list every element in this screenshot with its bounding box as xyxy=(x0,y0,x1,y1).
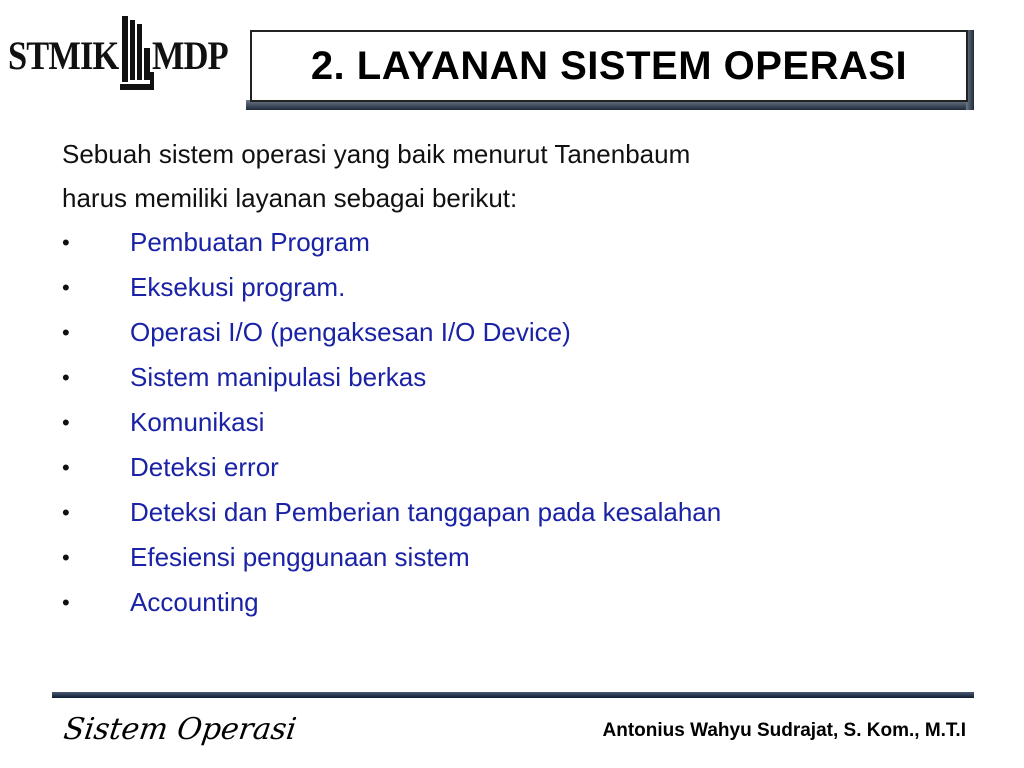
logo-text-right: MDP xyxy=(152,33,228,78)
service-list xyxy=(62,220,962,625)
list-item-label: Pembuatan Program xyxy=(130,227,370,257)
title-box xyxy=(250,30,968,102)
bullet-icon: • xyxy=(62,500,70,525)
bullet-icon: • xyxy=(62,320,70,345)
content-area xyxy=(62,132,962,625)
list-item-label: Eksekusi program. xyxy=(130,272,346,302)
list-item-label: Operasi I/O (pengaksesan I/O Device) xyxy=(130,317,571,347)
footer-course-title: Sistem Operasi xyxy=(61,712,299,747)
footer-author: Antonius Wahyu Sudrajat, S. Kom., M.T.I xyxy=(602,720,966,741)
list-item xyxy=(62,445,962,490)
list-item-label: Deteksi error xyxy=(130,452,279,482)
footer-divider xyxy=(52,692,974,698)
list-item xyxy=(62,265,962,310)
list-item xyxy=(62,220,962,265)
list-item xyxy=(62,490,962,535)
list-item-label: Accounting xyxy=(130,587,259,617)
bullet-icon: • xyxy=(62,365,70,390)
bullet-icon: • xyxy=(62,410,70,435)
list-item xyxy=(62,355,962,400)
page-title: 2. LAYANAN SISTEM OPERASI xyxy=(310,43,908,88)
book-emblem-icon xyxy=(116,14,156,92)
list-item xyxy=(62,310,962,355)
list-item xyxy=(62,400,962,445)
logo-text-left: STMIK xyxy=(8,33,119,78)
bullet-icon: • xyxy=(62,545,70,570)
bullet-icon: • xyxy=(62,590,70,615)
list-item-label: Komunikasi xyxy=(130,407,265,437)
bullet-icon: • xyxy=(62,455,70,480)
list-item-label: Deteksi dan Pemberian tanggapan pada kesalahan xyxy=(130,497,722,527)
intro-line-2: harus memiliki layanan sebagai berikut: xyxy=(62,183,518,213)
list-item xyxy=(62,580,962,625)
bullet-icon: • xyxy=(62,275,70,300)
bullet-icon: • xyxy=(62,230,70,255)
list-item-label: Efesiensi penggunaan sistem xyxy=(130,542,470,572)
intro-line-1: Sebuah sistem operasi yang baik menurut Tanenbaum xyxy=(62,139,691,169)
list-item-label: Sistem manipulasi berkas xyxy=(130,362,427,392)
list-item xyxy=(62,535,962,580)
logo xyxy=(8,10,240,92)
